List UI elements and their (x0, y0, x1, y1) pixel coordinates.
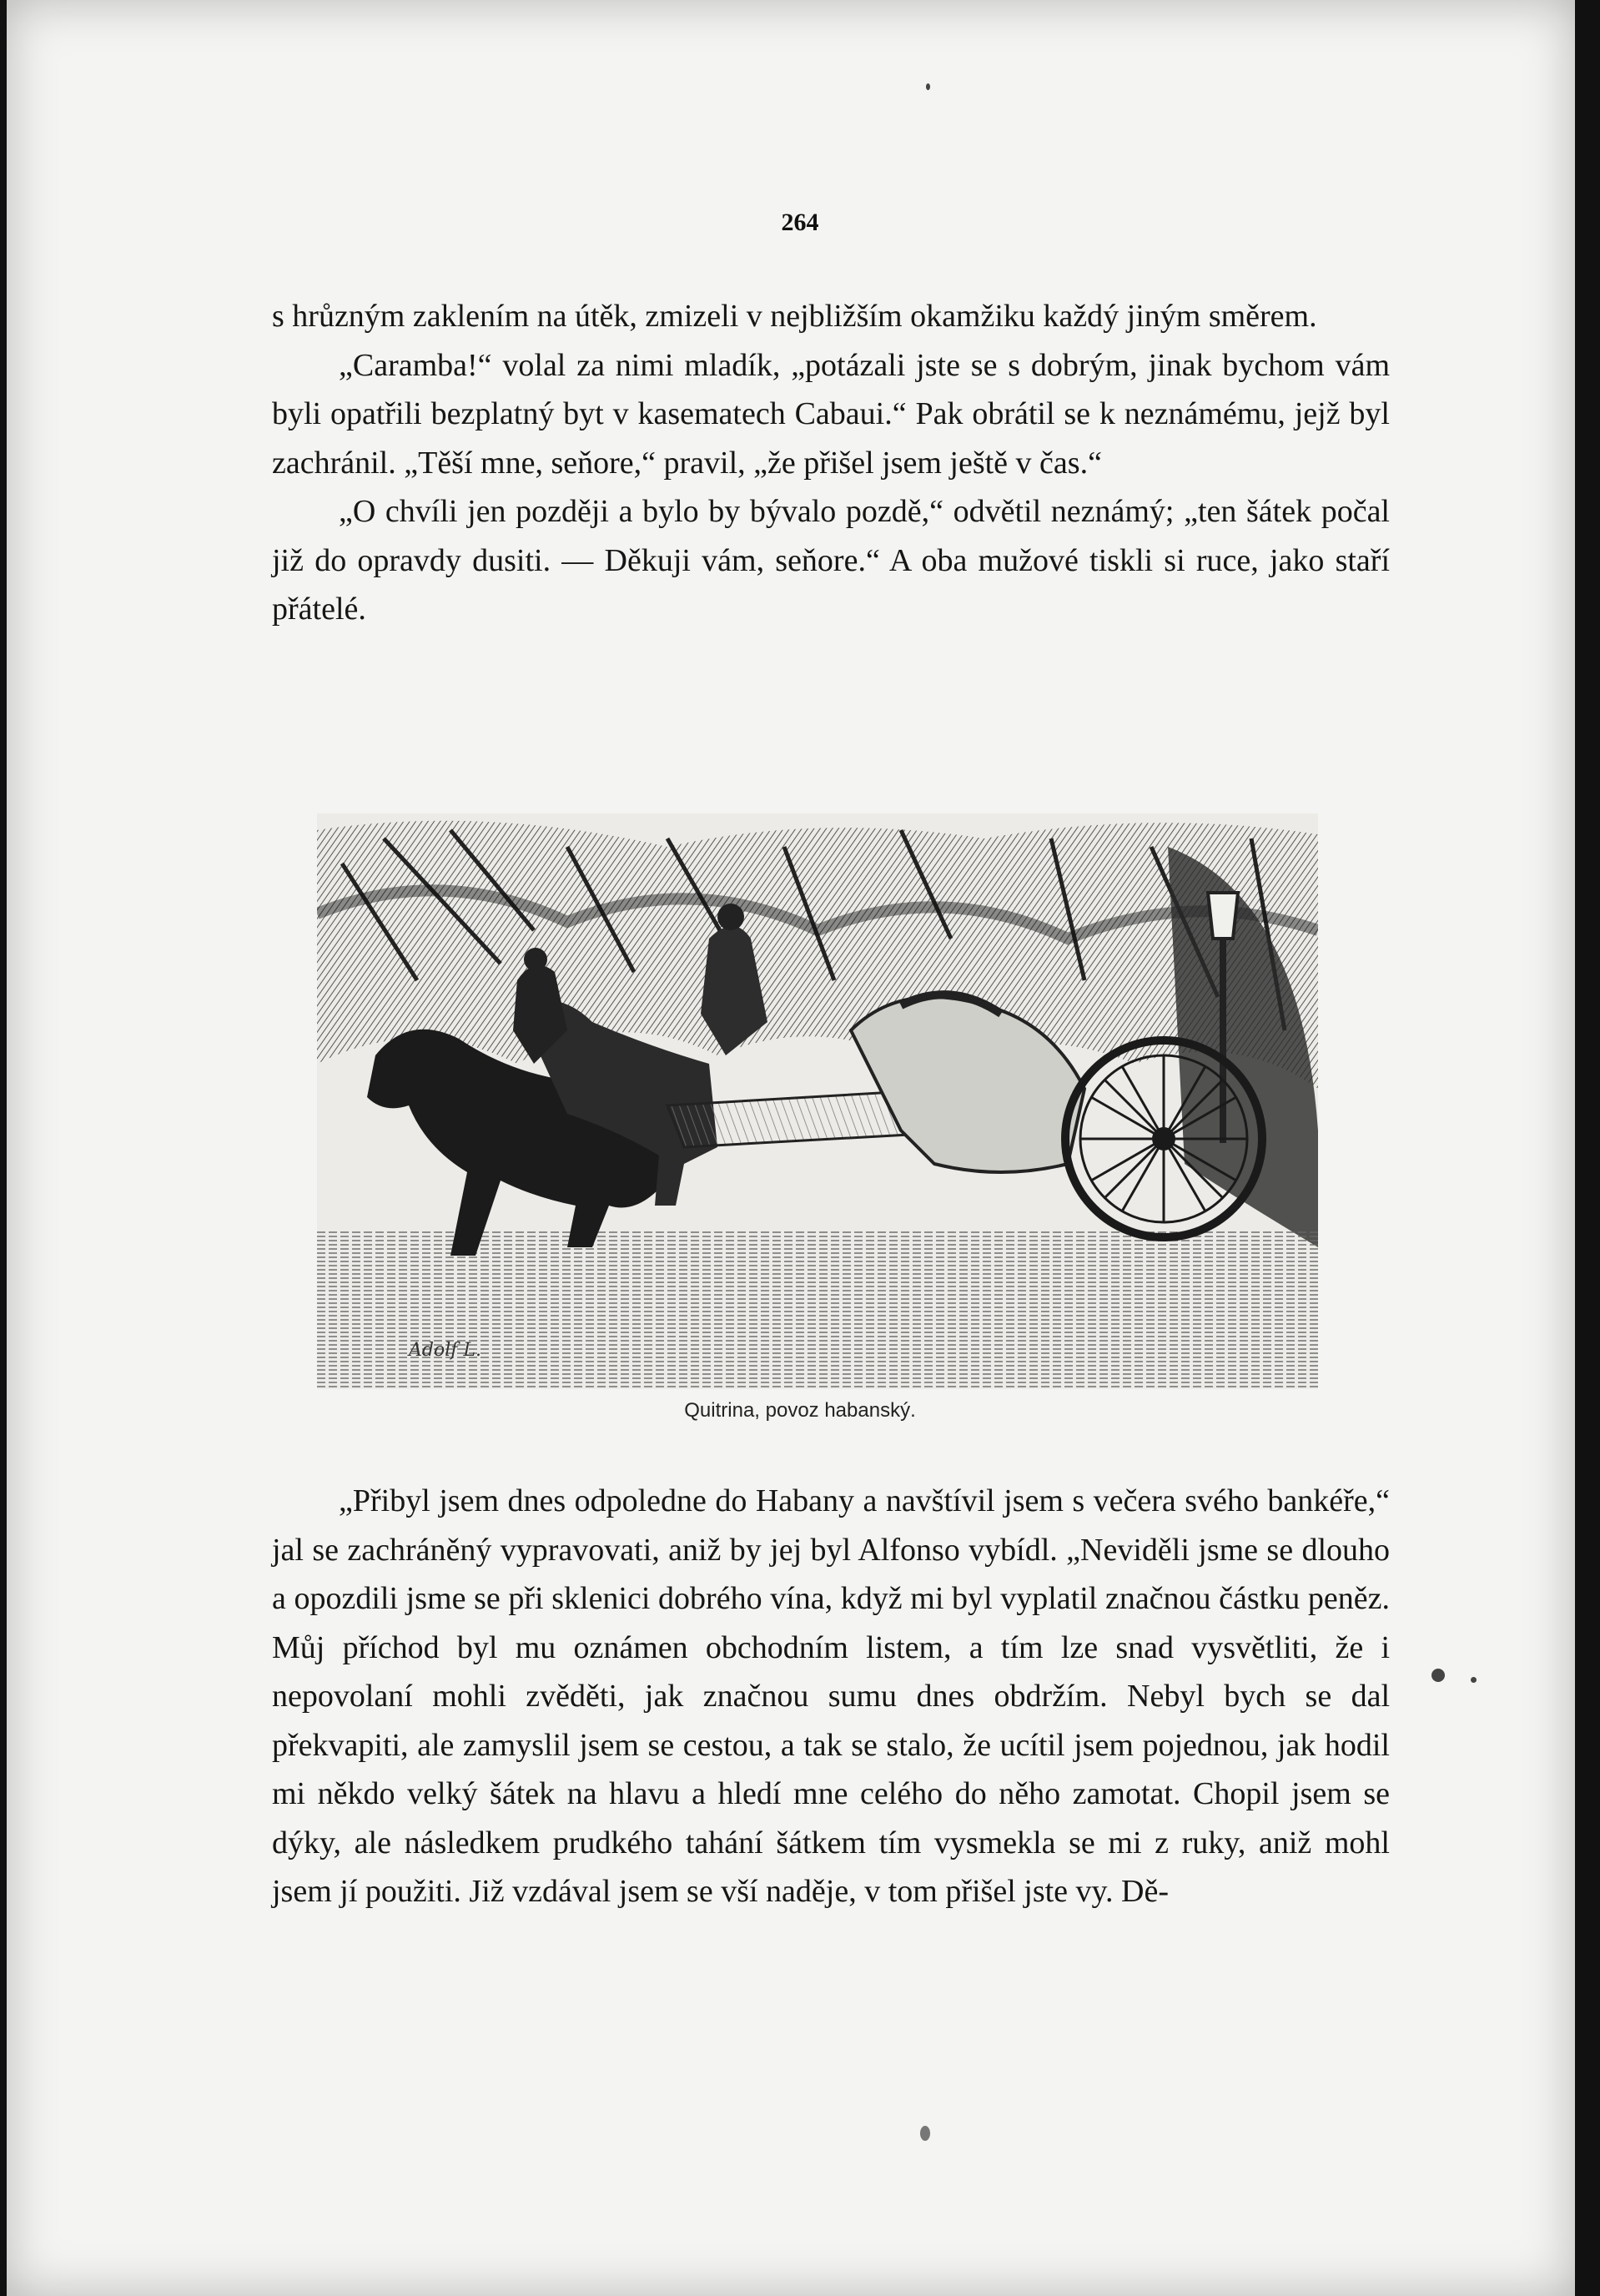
margin-speck (920, 2126, 930, 2141)
text-block-top (272, 292, 1390, 634)
paragraph: s hrůzným zaklením na útěk, zmizeli v nejbližším okamžiku každý jiným směrem. (272, 299, 1317, 334)
paragraph: „Přibyl jsem dnes odpoledne do Habany a navštívil jsem s večera svého bankéře,“ jal se zachráněný vypravovati, aniž by jej byl Alfonso vybídl. „Neviděli jsme se dlouho a opozdili jsme se při sklenici dobrého vína, když mi byl vyplatil značnou částku peněz. Můj příchod byl mu oznámen obchodním listem, a tím lze snad vysvětliti, že i nepovolaní mohli zvěděti, jak značnou sumu dnes obdržím. Nebyl bych se dal překvapiti, ale zamyslil jsem se cestou, a tak se stalo, že ucítil jsem pojednou, jak hodil mi někdo velký šátek na hlavu a hledí mne celého do něho zamotat. Chopil jsem se dýky, ale následkem prudkého tahání šátkem tím vysmekla se mi z ruky, aniž mohl jsem jí použiti. Již vzdával jsem se vší naděje, v tom přišel jste vy. Dě- (272, 1483, 1390, 1909)
page-number: 264 (781, 209, 819, 236)
margin-speck (926, 83, 930, 90)
paragraph: „O chvíli jen později a bylo by bývalo pozdě,“ odvětil neznámý; „ten šátek počal již do opravdy dusiti. — Děkuji vám, seňore.“ A oba mužové tiskli si ruce, jako staří přátelé. (272, 494, 1390, 627)
artist-signature: Adolf L. (409, 1340, 481, 1361)
paragraph: „Caramba!“ volal za nimi mladík, „potázali jste se s dobrým, jinak bychom vám byli opatřili bezplatný byt v kasematech Cabaui.“ Pak obrátil se k neznámému, jejž byl zachránil. „Těší mne, seňore,“ pravil, „že přišel jsem ještě v čas.“ (272, 347, 1390, 481)
margin-speck (1431, 1669, 1445, 1682)
text-block-bottom (272, 1477, 1390, 1916)
margin-speck (1471, 1677, 1477, 1683)
carriage-illustration (317, 813, 1318, 1389)
illustration-caption: Quitrina, povoz habanský. (684, 1399, 916, 1422)
